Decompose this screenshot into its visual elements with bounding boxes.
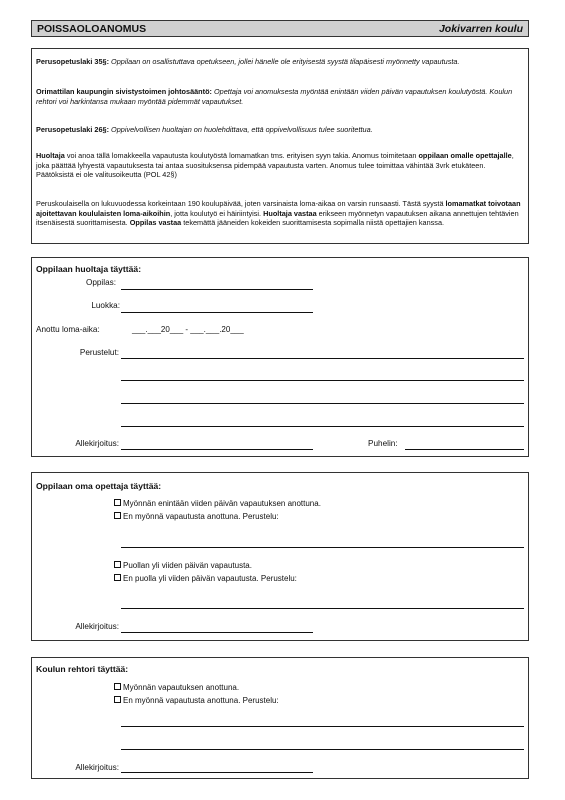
checkbox[interactable] xyxy=(114,683,121,690)
reasons-line-3[interactable] xyxy=(121,403,524,404)
principal-reason-line-1[interactable] xyxy=(121,726,524,727)
checkbox[interactable] xyxy=(114,561,121,568)
teacher-signature-field[interactable] xyxy=(121,632,313,633)
principal-option-deny[interactable]: En myönnä vapautusta anottuna. Perustelu: xyxy=(114,696,279,705)
guardian-signature-field[interactable] xyxy=(121,449,313,450)
pupil-label: Oppilas: xyxy=(85,278,116,287)
principal-reason-line-2[interactable] xyxy=(121,749,524,750)
guardian-section xyxy=(31,257,529,457)
class-label: Luokka: xyxy=(91,301,120,310)
leave-period-label: Anottu loma-aika: xyxy=(36,325,100,334)
guardian-section-title: Oppilaan huoltaja täyttää: xyxy=(36,264,142,274)
teacher-option-grant[interactable]: Myönnän enintään viiden päivän vapautuksen anottuna. xyxy=(114,499,321,508)
school-name: Jokivarren koulu xyxy=(438,23,523,35)
law-35-paragraph: Perusopetuslaki 35§: Oppilaan on osallistuttava opetukseen, jollei hänelle ole erityisestä syystä tilapäisesti myönnetty vapautusta. xyxy=(36,57,460,66)
principal-signature-field[interactable] xyxy=(121,772,313,773)
guardian-instructions-paragraph: Huoltaja voi anoa tällä lomakkeella vapautusta koulutyöstä lomamatkan tms. erityisen syyn takia. Anomus toimitetaan oppilaan omalle opettajalle, joka päättää lyhyestä vapautuksesta tai antaa suosituksensa pidempää vapautusta varten. Anomus tulee toimittaa vähintää 3vrk etukäteen. Päätöksistä ei ole valitusoikeutta (POL 42§) xyxy=(36,151,514,180)
teacher-option-recommend[interactable]: Puollan yli viiden päivän vapautusta. xyxy=(114,561,252,570)
checkbox[interactable] xyxy=(114,499,121,506)
pupil-field[interactable] xyxy=(121,289,313,290)
principal-section-title: Koulun rehtori täyttää: xyxy=(36,664,129,674)
teacher-option-deny[interactable]: En myönnä vapautusta anottuna. Perustelu: xyxy=(114,512,279,521)
teacher-option-not-recommend[interactable]: En puolla yli viiden päivän vapautusta. Perustelu: xyxy=(114,574,297,583)
teacher-not-recommend-reason-line[interactable] xyxy=(121,608,524,609)
form-header xyxy=(31,20,529,37)
guardian-signature-label: Allekirjoitus: xyxy=(75,439,119,448)
principal-signature-label: Allekirjoitus: xyxy=(75,763,119,772)
info-box xyxy=(31,48,529,244)
checkbox[interactable] xyxy=(114,696,121,703)
principal-section xyxy=(31,657,529,779)
reasons-line-1[interactable] xyxy=(121,358,524,359)
class-field[interactable] xyxy=(121,312,313,313)
bylaw-paragraph: Orimattilan kaupungin sivistystoimen johtosääntö: Opettaja voi anomuksesta myöntää enintään viiden päivän vapautuksen koulutyöstä. Koulun rehtori voi harkintansa mukaan myöntää pidemmät vapautukset. xyxy=(36,87,513,106)
teacher-deny-reason-line[interactable] xyxy=(121,547,524,548)
teacher-signature-label: Allekirjoitus: xyxy=(75,622,119,631)
checkbox[interactable] xyxy=(114,512,121,519)
teacher-section-title: Oppilaan oma opettaja täyttää: xyxy=(36,481,162,491)
reasons-line-4[interactable] xyxy=(121,426,524,427)
checkbox[interactable] xyxy=(114,574,121,581)
leave-period-field[interactable]: ___.___20___ - ___.___.20___ xyxy=(132,325,244,334)
holiday-paragraph: Peruskoulaisella on lukuvuodessa korkeintaan 190 koulupäivää, joten varsinaista loma-aikaa on varsin runsaasti. Tästä syystä lomamatkat toivotaan ajoitettavan koululaisten loma-aikoihin, jotta koulutyö ei häiriintyisi. Huoltaja vastaa erikseen myönnetyn vapautuksen aikana annettujen tehtävien itsenäisestä suorittamisesta. Oppilas vastaa tekemättä jääneiden kokeiden suorittamisesta sopimalla niistä opettajien kanssa. xyxy=(36,199,521,228)
teacher-section xyxy=(31,472,529,641)
form-title: POISSAOLOANOMUS xyxy=(37,23,147,35)
principal-option-grant[interactable]: Myönnän vapautuksen anottuna. xyxy=(114,683,239,692)
phone-label: Puhelin: xyxy=(368,439,398,448)
reasons-label: Perustelut: xyxy=(79,348,119,357)
reasons-line-2[interactable] xyxy=(121,380,524,381)
phone-field[interactable] xyxy=(405,449,524,450)
law-26-paragraph: Perusopetuslaki 26§: Oppivelvollisen huoltajan on huolehdittava, että oppivelvollisuus tulee suoritettua. xyxy=(36,125,373,134)
